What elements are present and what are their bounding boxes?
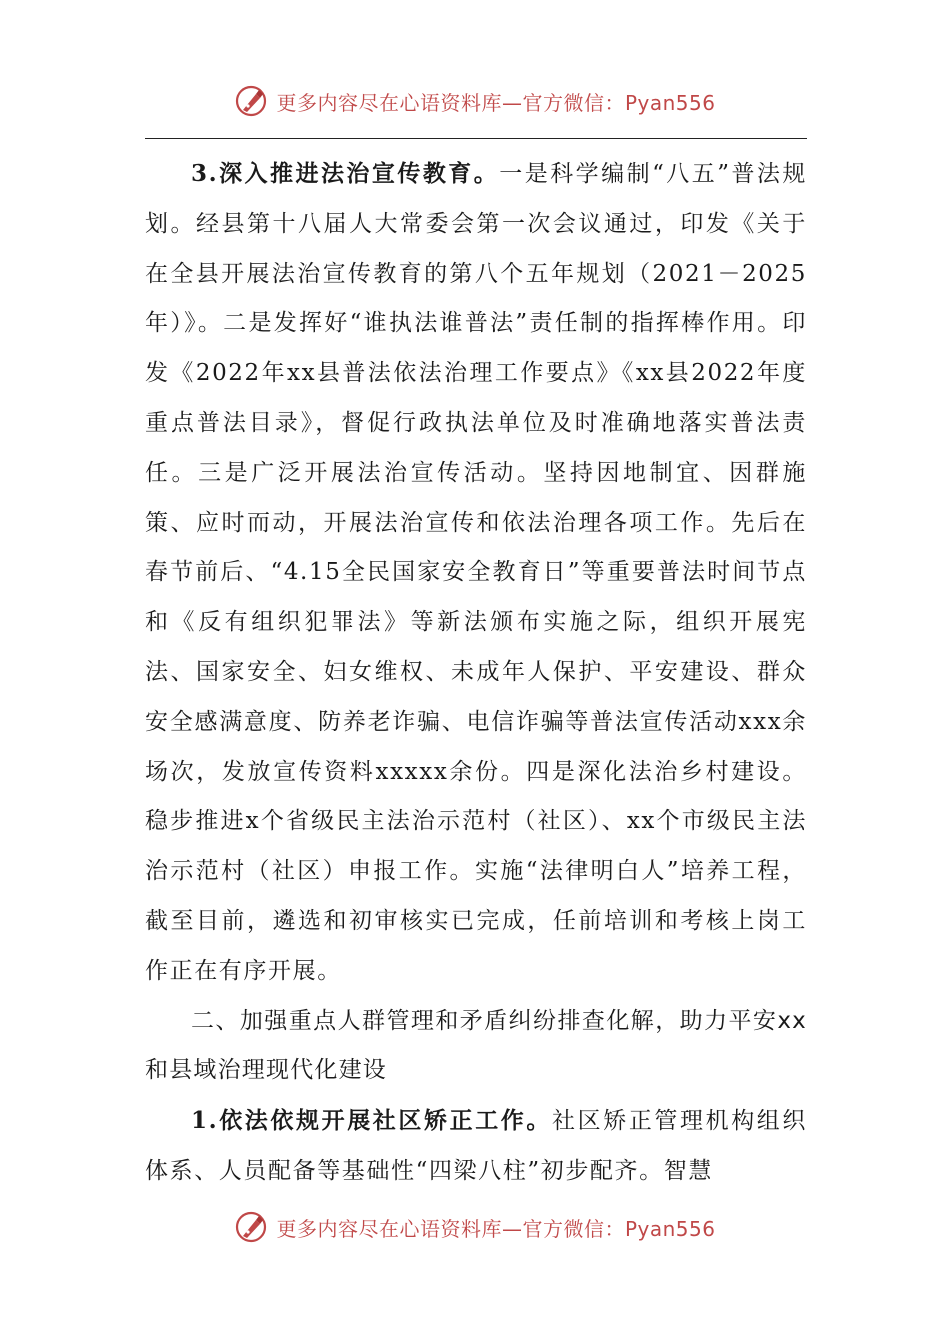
document-body — [145, 149, 807, 1197]
section-heading: 二、加强重点人群管理和矛盾纠纷排查化解，助力平安xx和县域治理现代化建设 — [145, 1007, 807, 1084]
watermark-banner-bottom — [0, 1210, 950, 1244]
paragraph-legal-education — [145, 149, 807, 997]
watermark-text: 更多内容尽在心语资料库—官方微信：Pyan556 — [276, 90, 716, 115]
watermark-banner-top — [0, 84, 950, 118]
paragraph-text: 一是科学编制“八五”普法规划。经县第十八届人大常委会第一次会议通过，印发《关于在全县开展法治宣传教育的第八个五年规划（2021－2025年）》。二是发挥好“谁执法谁普法”责任制的指挥棒作用。印发《2022年xx县普法依法治理工作要点》《xx县2022年度重点普法目录》，督促行政执法单位及时准确地落实普法责任。三是广泛开展法治宣传活动。坚持因地制宜、因群施策、应时而动，开展法治宣传和依法治理各项工作。先后在春节前后、“4.15全民国家安全教育日”等重要普法时间节点和《反有组织犯罪法》等新法颁布实施之际，组织开展宪法、国家安全、妇女维权、未成年人保护、平安建设、群众安全感满意度、防养老诈骗、电信诈骗等普法宣传活动xxx余场次，发放宣传资料xxxxx余份。四是深化法治乡村建设。稳步推进x个省级民主法治示范村（社区）、xx个市级民主法治示范村（社区）申报工作。实施“法律明白人”培养工程，截至目前，遴选和初审核实已完成，任前培训和考核上岗工作正在有序开展。 — [145, 161, 807, 984]
fountain-pen-circle-icon — [234, 1210, 268, 1244]
paragraph-lead: 3.深入推进法治宣传教育。 — [191, 160, 500, 187]
watermark-text: 更多内容尽在心语资料库—官方微信：Pyan556 — [276, 1216, 716, 1241]
paragraph-text: 社区矫正管理机构组织体系、人员配备等基础性“四梁八柱”初步配齐。智慧 — [145, 1108, 808, 1184]
paragraph-lead: 1.依法依规开展社区矫正工作。 — [191, 1107, 553, 1135]
fountain-pen-circle-icon — [234, 84, 268, 118]
header-rule — [145, 138, 807, 139]
paragraph-community-correction — [145, 1096, 807, 1197]
